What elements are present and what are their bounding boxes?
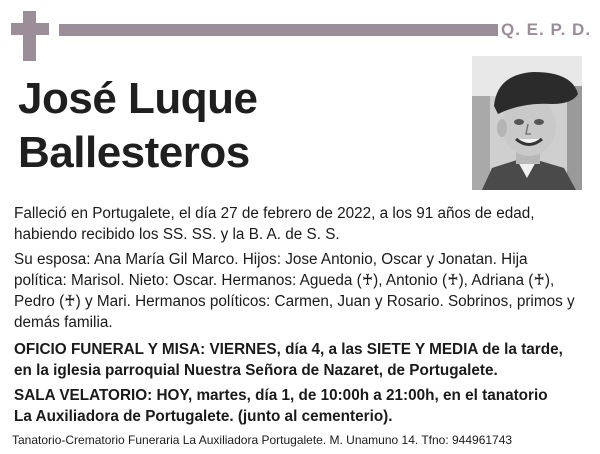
- deceased-name-line2: Ballesteros: [18, 128, 250, 177]
- wake-line: SALA VELATORIO: HOY, martes, día 1, de 10:00h a 21:00h, en el tanatorio: [14, 387, 548, 404]
- family-line: demás familia.: [14, 314, 113, 331]
- family-line: política: Marisol. Nieto: Oscar. Hermanos: Agueda (♰), Antonio (♰), Adriana (♰),: [14, 272, 555, 289]
- cross-icon-bar: [11, 23, 49, 35]
- wake-info: [14, 385, 592, 427]
- deceased-name: [18, 72, 458, 180]
- wake-line: La Auxiliadora de Portugalete. (junto al cementerio).: [14, 408, 393, 425]
- header-rule: [59, 24, 498, 36]
- family-line: Pedro (♰) y Mari. Hermanos políticos: Carmen, Juan y Rosario. Sobrinos, primos y: [14, 293, 575, 310]
- funeral-line: OFICIO FUNERAL Y MISA: VIERNES, día 4, a las SIETE Y MEDIA de la tarde,: [14, 341, 563, 358]
- funeral-line: en la iglesia parroquial Nuestra Señora de Nazaret, de Portugalete.: [14, 362, 498, 379]
- family-list: [14, 249, 592, 333]
- deceased-name-line1: José Luque: [18, 74, 258, 123]
- death-notice-line: Falleció en Portugalete, el día 27 de febrero de 2022, a los 91 años de edad,: [14, 205, 535, 222]
- death-notice: [14, 203, 592, 245]
- family-line: Su esposa: Ana María Gil Marco. Hijos: Jose Antonio, Oscar y Jonatan. Hija: [14, 251, 528, 268]
- funeral-service: [14, 339, 592, 381]
- qepd-label: Q. E. P. D.: [501, 20, 592, 39]
- death-notice-line: habiendo recibido los SS. SS. y la B. A. de S. S.: [14, 226, 340, 243]
- funeral-home-footer: Tanatorio-Crematorio Funeraria La Auxiliadora Portugalete. M. Unamuno 14. Tfno: 944961743: [12, 433, 513, 447]
- cross-icon: [23, 11, 36, 61]
- deceased-photo: [472, 56, 582, 190]
